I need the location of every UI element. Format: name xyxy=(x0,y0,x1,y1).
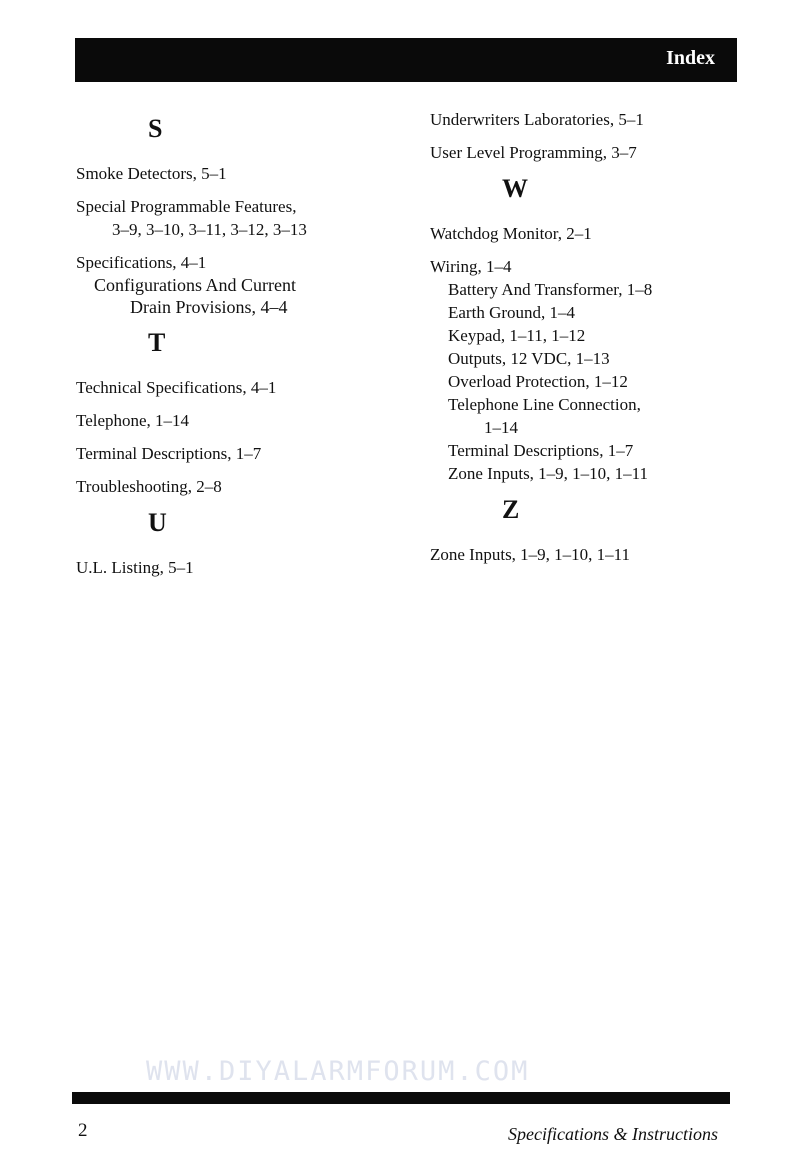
entry-text: User Level Programming, 3–7 xyxy=(430,143,637,162)
index-entry-technical-specifications xyxy=(76,376,396,399)
sub-entry-earth-ground: Earth Ground, 1–4 xyxy=(448,303,576,322)
entry-text: Underwriters Laboratories, 5–1 xyxy=(430,110,644,129)
index-entry-user-level-programming xyxy=(430,141,750,164)
footer-document-title: Specifications & Instructions xyxy=(508,1124,718,1144)
entry-text: Smoke Detectors, 5–1 xyxy=(76,164,227,183)
index-entry-watchdog-monitor xyxy=(430,222,750,245)
sub-entry-telephone-line: Telephone Line Connection, xyxy=(448,395,641,414)
page-number: 2 xyxy=(78,1120,88,1141)
entry-text: Terminal Descriptions, 1–7 xyxy=(76,444,262,463)
index-entry-terminal-descriptions xyxy=(76,442,396,465)
section-letter-s: S xyxy=(148,114,163,143)
index-entry-special-features xyxy=(76,195,396,241)
entry-continuation: 3–9, 3–10, 3–11, 3–12, 3–13 xyxy=(112,220,307,239)
sub-entry-overload: Overload Protection, 1–12 xyxy=(448,372,628,391)
index-entry-underwriters xyxy=(430,108,750,131)
index-entry-telephone xyxy=(76,409,396,432)
entry-text: Technical Specifications, 4–1 xyxy=(76,378,277,397)
index-column-left xyxy=(76,108,396,589)
index-column-right xyxy=(430,108,750,576)
index-entry-troubleshooting xyxy=(76,475,396,498)
watermark: WWW.DIYALARMFORUM.COM xyxy=(146,1056,530,1087)
entry-text: U.L. Listing, 5–1 xyxy=(76,558,194,577)
entry-text: Zone Inputs, 1–9, 1–10, 1–11 xyxy=(430,545,631,564)
sub-entry-continuation: Drain Provisions, 4–4 xyxy=(130,297,288,317)
index-entry-wiring xyxy=(430,255,750,485)
index-entry-zone-inputs xyxy=(430,543,750,566)
index-entry-ul-listing xyxy=(76,556,396,579)
page-title: Index xyxy=(666,47,715,69)
index-entry-specifications xyxy=(76,251,396,318)
entry-text: Watchdog Monitor, 2–1 xyxy=(430,224,592,243)
section-letter-t: T xyxy=(148,328,166,357)
footer-rule xyxy=(72,1092,730,1104)
sub-entry-keypad: Keypad, 1–11, 1–12 xyxy=(448,326,586,345)
entry-text: Telephone, 1–14 xyxy=(76,411,190,430)
header-bar xyxy=(75,38,737,82)
sub-entry-battery: Battery And Transformer, 1–8 xyxy=(448,280,653,299)
sub-entry-continuation: 1–14 xyxy=(484,418,518,437)
sub-entry-configurations: Configurations And Current xyxy=(94,275,296,295)
index-entry-smoke-detectors xyxy=(76,162,396,185)
section-letter-u: U xyxy=(148,508,167,537)
section-letter-w: W xyxy=(502,174,528,203)
entry-text: Wiring, 1–4 xyxy=(430,257,512,276)
sub-entry-outputs: Outputs, 12 VDC, 1–13 xyxy=(448,349,610,368)
sub-entry-zone-inputs: Zone Inputs, 1–9, 1–10, 1–11 xyxy=(448,464,649,483)
sub-entry-terminal: Terminal Descriptions, 1–7 xyxy=(448,441,634,460)
entry-text: Troubleshooting, 2–8 xyxy=(76,477,222,496)
entry-text: Specifications, 4–1 xyxy=(76,253,207,272)
entry-text: Special Programmable Features, xyxy=(76,197,297,216)
section-letter-z: Z xyxy=(502,495,520,524)
